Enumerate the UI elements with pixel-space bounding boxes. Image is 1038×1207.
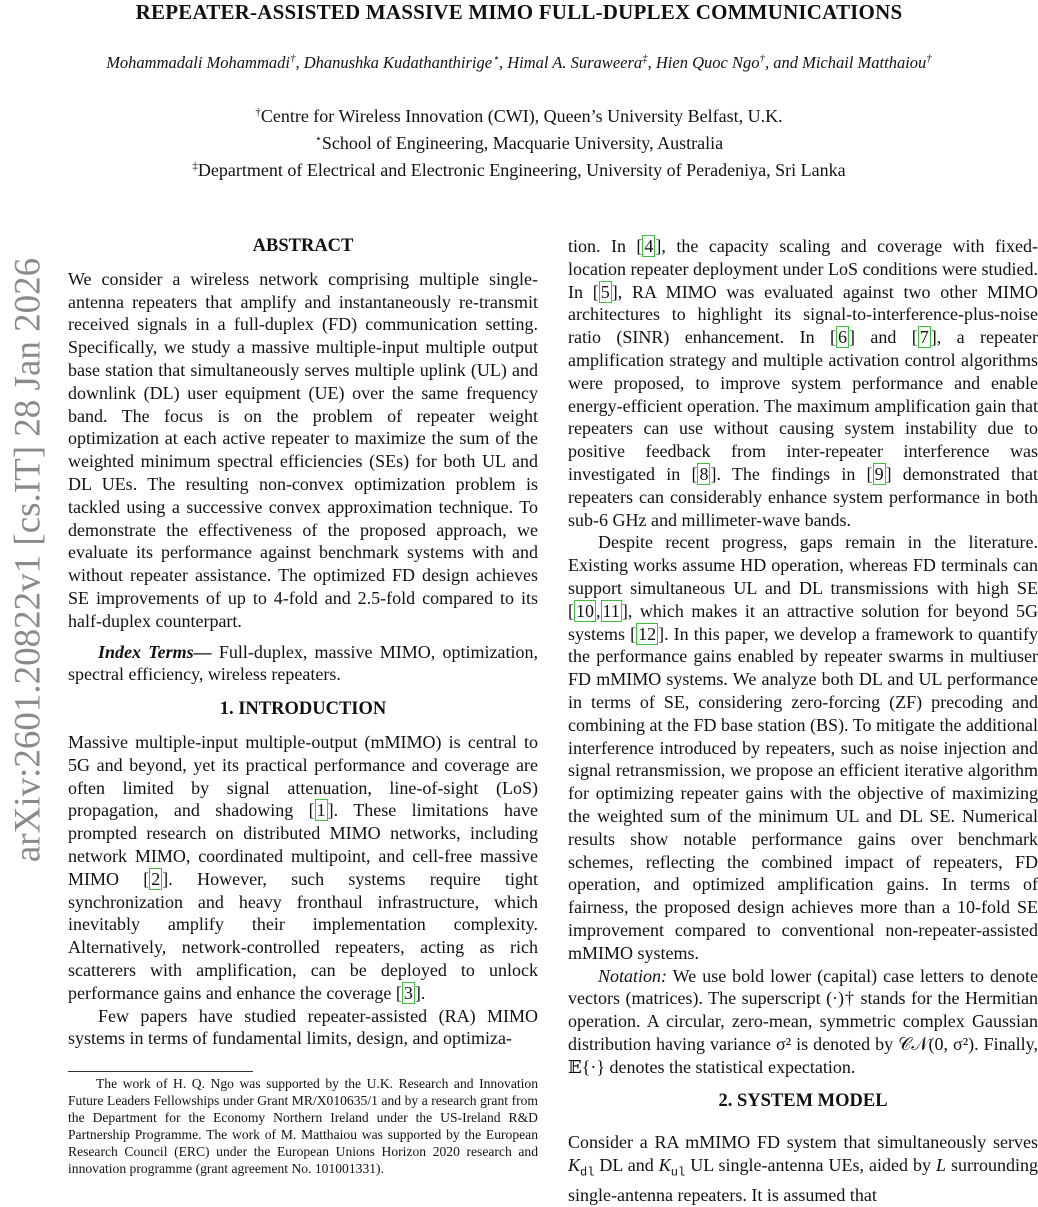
- citation-link[interactable]: 2: [151, 868, 161, 889]
- affiliation-text: Centre for Wireless Innovation (CWI), Queen’s University Belfast, U.K.: [260, 106, 783, 126]
- author-mark: †: [926, 52, 932, 65]
- citation-link[interactable]: 1: [316, 800, 326, 821]
- text-run: surrounding single-antenna repeaters. It is assumed that: [568, 1155, 1038, 1206]
- paragraph: [68, 731, 538, 1005]
- affiliation-text: School of Engineering, Macquarie University, Australia: [321, 133, 724, 153]
- index-terms: [68, 641, 538, 687]
- text-run: ], RA MIMO was evaluated against two other MIMO architectures to highlight its signal-to-interference-plus-noise ratio (SINR) enhancement. In [: [568, 281, 1038, 348]
- text-run: ], which makes it an attractive solution for beyond 5G systems [: [568, 600, 1038, 644]
- affiliation-1: [0, 106, 1038, 127]
- text-run: ] demonstrated that repeaters can considerably enhance system performance in both sub-6 GHz and millimeter-wave bands.: [568, 463, 1038, 530]
- author-list: Mohammadali Mohammadi†, Dhanushka Kudathanthirige⋆, Himal A. Suraweera‡, Hien Quoc Ngo†, and Michail Matthaiou†: [106, 52, 932, 72]
- right-column: [568, 235, 1038, 1207]
- text-run: ]. However, such systems require tight synchronization and heavy fronthaul infrastructure, which inevitably amplify their implementation complexity. Alternatively, network-controlled repeaters, acting as rich scatterers with amplification, can be deployed to unlock performance gains and enhance the coverage [: [68, 868, 538, 1003]
- text-run: ,: [596, 600, 601, 621]
- author-name: and Michail Matthaiou: [773, 53, 927, 72]
- subscript: ul: [670, 1165, 686, 1180]
- author-mark: ‡: [642, 52, 648, 65]
- text-run: ]. The findings in [: [710, 463, 873, 484]
- text-run: ], the capacity scaling and coverage with fixed-location repeater deployment under LoS conditions were studied. In [: [568, 236, 1038, 302]
- text-run: Few papers have studied repeater-assisted (RA) MIMO systems in terms of fundamental limits, design, and optimiza-: [68, 1005, 538, 1049]
- italic-run: K: [568, 1155, 581, 1176]
- author-mark: ⋆: [492, 52, 499, 65]
- text-run: Massive multiple-input multiple-output (mMIMO) is central to 5G and beyond, yet its practical performance and coverage are often limited by signal attenuation, line-of-sight (LoS) propagation, and shadowing [: [68, 731, 538, 821]
- citation-link[interactable]: 5: [600, 281, 610, 302]
- italic-run: K: [658, 1155, 671, 1176]
- author-name: Mohammadali Mohammadi: [106, 53, 290, 72]
- footnote: The work of H. Q. Ngo was supported by the U.K. Research and Innovation Future Leaders Fellowships under Grant MR/X010635/1 and by a research grant from the Department for the Economy Northern Ireland under the US-Ireland R&D Partnership Programme. The work of M. Matthaiou was supported by the European Research Council (ERC) under the European Unions Horizon 2020 research and innovation programme (grant agreement No. 101001331).: [68, 1076, 538, 1176]
- section-heading: 2. SYSTEM MODEL: [718, 1091, 888, 1112]
- citation-link[interactable]: 10: [576, 600, 594, 621]
- paragraph: [568, 965, 1038, 1079]
- paper-title: REPEATER-ASSISTED MASSIVE MIMO FULL-DUPLEX COMMUNICATIONS: [135, 0, 903, 24]
- text-run: We consider a wireless network comprising multiple single-antenna repeaters that amplify and instantaneously re-transmit received signals in a full-duplex (FD) communication setting. Specifically, we study a massive multiple-input multiple output base station that simultaneously serves multiple uplink (UL) and downlink (DL) user equipment (UE) over the same frequency band. The focus is on the problem of repeater weight optimization at each active repeater to maximize the sum of the weighted minimum spectral efficiencies (SEs) for both UL and DL UEs. The resulting non-convex optimization problem is tackled using a successive convex approximation technique. To demonstrate the effectiveness of the proposed approach, we evaluate its performance against benchmark systems with and without repeater assistance. The optimized FD design achieves SE improvements of up to 4-fold and 2.5-fold compared to its half-duplex counterpart.: [68, 268, 538, 631]
- italic-run: L: [935, 1155, 946, 1176]
- left-column: [68, 235, 538, 1050]
- footnote-divider: [68, 1071, 253, 1072]
- citation-link[interactable]: 8: [699, 463, 709, 484]
- paragraph: [568, 1131, 1038, 1207]
- affiliation-mark: ‡: [192, 160, 198, 172]
- author-name: Dhanushka Kudathanthirige: [303, 53, 493, 72]
- text-run: ], a repeater amplification strategy and multiple activation control algorithms were proposed, to improve system performance and enable energy-efficient operation. The maximum amplification gain that repeaters can use without causing system instability due to positive feedback from inter-repeater interference was investigated in [: [568, 327, 1038, 484]
- affiliation-mark: †: [255, 106, 261, 118]
- index-terms-label: Index Terms—: [98, 641, 212, 662]
- citation-link[interactable]: 9: [874, 463, 884, 484]
- index-terms-text: Full-duplex, massive MIMO, optimization, spectral efficiency, wireless repeaters.: [68, 641, 538, 685]
- citation-link[interactable]: 3: [403, 982, 413, 1003]
- affiliation-text: Department of Electrical and Electronic Engineering, University of Peradeniya, Sri Lanka: [197, 160, 846, 180]
- arxiv-identifier: arXiv:2601.20822v1 [cs.IT] 28 Jan 2026: [7, 257, 49, 863]
- citation-link[interactable]: 12: [638, 623, 657, 644]
- text-run: Despite recent progress, gaps remain in the literature. Existing works assume HD operation, whereas FD terminals can support simultaneous UL and DL transmissions with high SE [: [568, 532, 1038, 621]
- text-run: ] and [: [849, 327, 918, 348]
- author-mark: †: [759, 52, 765, 65]
- author-name: Hien Quoc Ngo: [655, 53, 760, 72]
- affiliation-3: [0, 160, 1038, 181]
- text-run: ]. In this paper, we develop a framework to quantify the performance gains enabled by repeater swarms in multiuser FD mMIMO systems. We analyze both DL and UL performance in terms of SE, considering zero-forcing (ZF) precoding and combining at the FD base station (BS). To mitigate the additional interference introduced by repeaters, such as noise injection and signal retransmission, we propose an efficient iterative algorithm for optimizing repeater gains with the objective of maximizing the weighted sum of the minimum UL and DL SE. Numerical results show notable performance gains over benchmark schemes, reflecting the combined impact of repeaters, FD operation, and optimized amplification gains. In terms of fairness, the proposed design achieves more than a 10-fold SE improvement compared to conventional non-repeater-assisted mMIMO systems.: [568, 623, 1038, 963]
- paragraph: [568, 235, 1038, 531]
- section-heading: ABSTRACT: [252, 236, 354, 256]
- affiliation-mark: ⋆: [314, 133, 322, 145]
- author-name: Himal A. Suraweera: [507, 53, 643, 72]
- citation-link[interactable]: 6: [838, 327, 847, 348]
- paragraph: [68, 268, 538, 633]
- text-run: tion. In [: [568, 236, 643, 256]
- text-run: UL single-antenna UEs, aided by: [685, 1155, 936, 1176]
- text-run: ]. These limitations have prompted research on distributed MIMO networks, including network MIMO, coordinated multipoint, and cell-free massive MIMO [: [68, 800, 538, 889]
- paragraph: [68, 1005, 538, 1051]
- italic-run: Notation:: [598, 965, 668, 986]
- subscript: dl: [580, 1165, 595, 1180]
- citation-link[interactable]: 11: [602, 600, 620, 621]
- author-mark: †: [289, 52, 296, 65]
- affiliation-2: [0, 133, 1038, 154]
- text-run: DL and: [594, 1155, 659, 1176]
- text-run: Consider a RA mMIMO FD system that simultaneously serves: [568, 1132, 1038, 1153]
- paragraph: [568, 531, 1038, 964]
- citation-link[interactable]: 7: [919, 327, 929, 348]
- text-run: ].: [414, 982, 426, 1003]
- text-run: We use bold lower (capital) case letters to denote vectors (matrices). The superscript (·)† stands for the Hermitian operation. A circular, zero-mean, symmetric complex Gaussian distribution having variance σ² is denoted by 𝒞𝒩(0, σ²). Finally, 𝔼{·} denotes the statistical expectation.: [568, 965, 1038, 1077]
- citation-link[interactable]: 4: [644, 236, 654, 256]
- section-heading: 1. INTRODUCTION: [219, 699, 387, 720]
